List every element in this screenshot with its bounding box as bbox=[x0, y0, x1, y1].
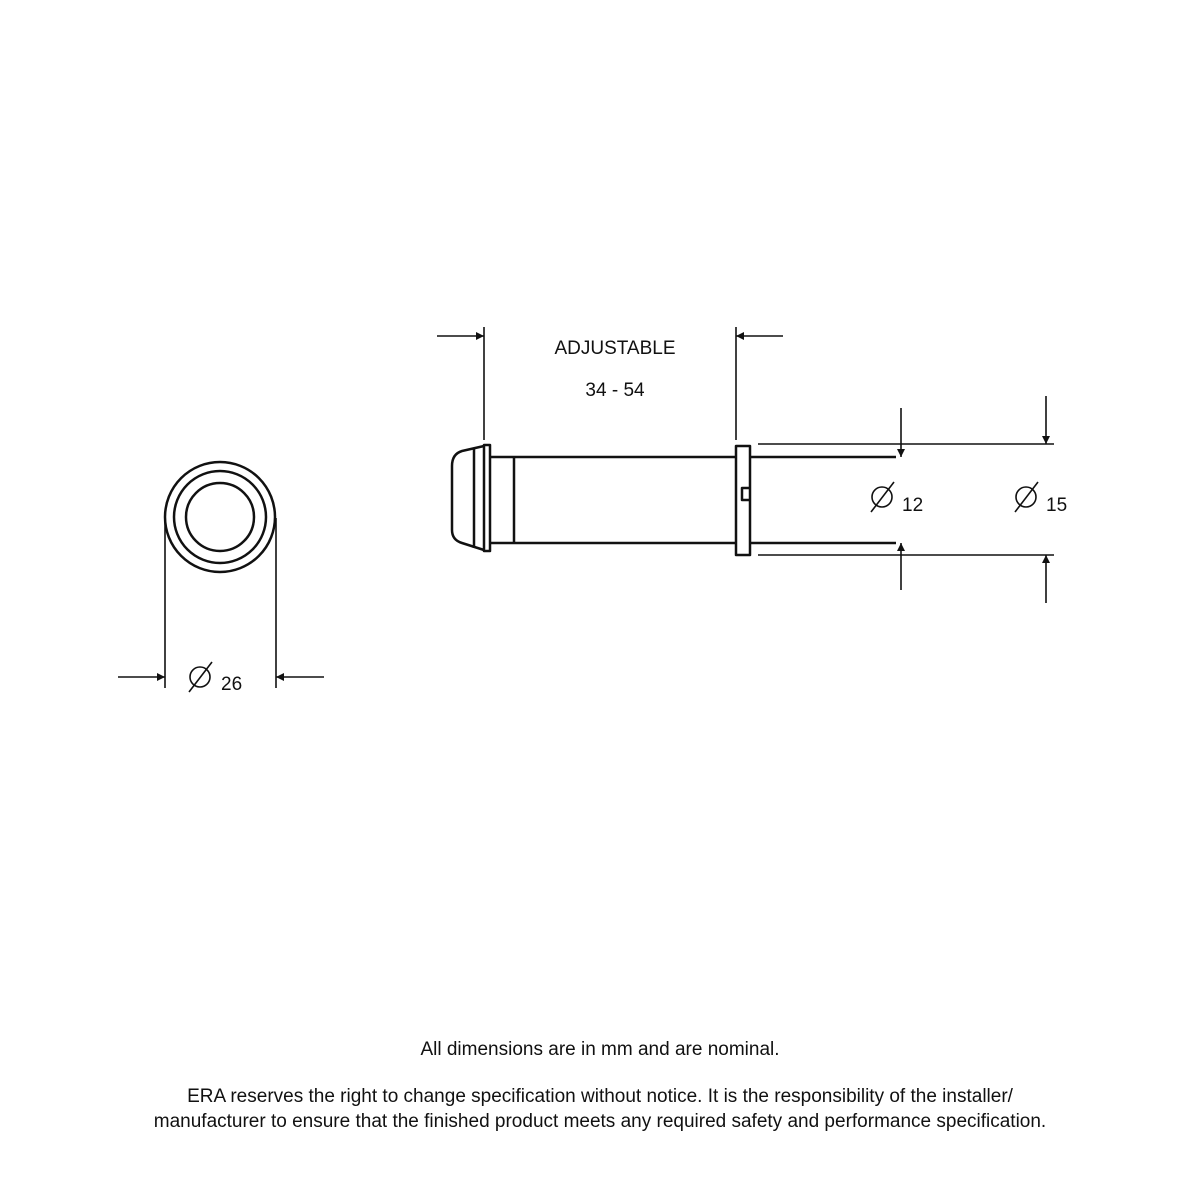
flange-diameter-dimension bbox=[910, 396, 1054, 603]
head-flange bbox=[484, 445, 490, 551]
disclaimer-line-1: ERA reserves the right to change specification without notice. It is the responsibility of the installer/ bbox=[187, 1086, 1013, 1107]
front-view-inner-ring bbox=[186, 483, 254, 551]
front-view-diameter-dimension bbox=[118, 518, 324, 692]
disclaimer-line-2: manufacturer to ensure that the finished product meets any required safety and performance specification. bbox=[153, 1111, 1047, 1132]
tube-diameter-dimension bbox=[758, 408, 910, 590]
disclaimer bbox=[0, 1084, 1200, 1134]
units-note: All dimensions are in mm and are nominal. bbox=[420, 1039, 780, 1060]
adjustable-label: ADJUSTABLE bbox=[554, 338, 676, 359]
dimension-value-26: 26 bbox=[221, 674, 243, 695]
diameter-symbol-12 bbox=[871, 482, 894, 512]
front-view bbox=[165, 462, 275, 572]
dimension-value-15: 15 bbox=[1046, 495, 1068, 516]
dimension-value-12: 12 bbox=[902, 495, 924, 516]
diameter-symbol-26 bbox=[189, 662, 212, 692]
diameter-symbol-15 bbox=[1015, 482, 1038, 512]
side-view bbox=[452, 445, 896, 555]
viewer-head bbox=[452, 446, 484, 550]
front-view-outer-ring bbox=[165, 462, 275, 572]
adjustable-range: 34 - 54 bbox=[585, 380, 645, 401]
front-view-middle-ring bbox=[174, 471, 266, 563]
